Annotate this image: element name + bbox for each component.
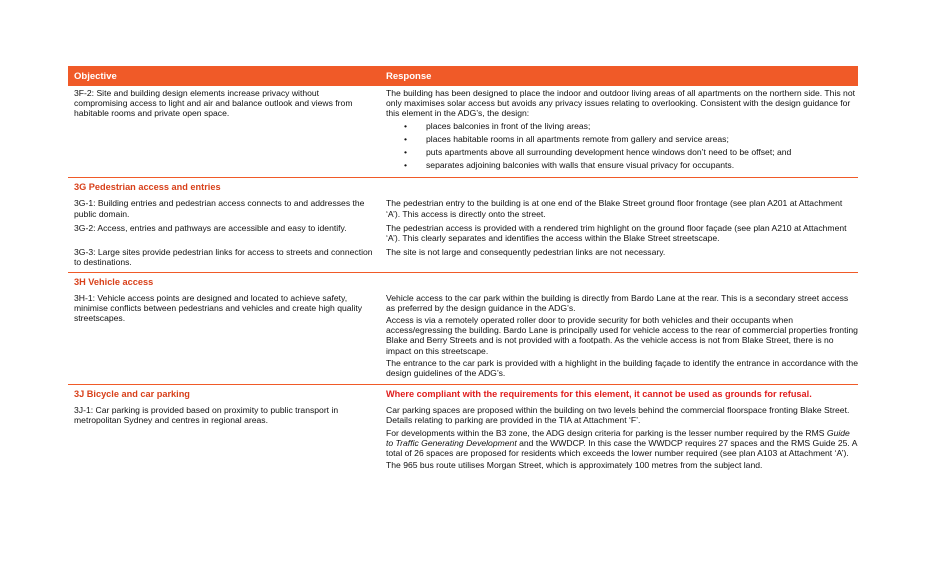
list-item: • places balconies in front of the living areas; xyxy=(416,121,858,131)
response-cell: The pedestrian entry to the building is at one end of the Blake Street ground floor frontage (see plan A201 at Attachment ‘A’). This access is directly onto the street. xyxy=(386,198,843,219)
guide-title: Guide to Traffic Generating Development xyxy=(386,427,850,448)
response-text-part: and the WWDCP. In this case the WWDCP requires 27 spaces and the RMS Guide 25. A total of 26 spaces are proposed for residents which exceeds the lower number required (see plan A103 at Attachment ‘A’). xyxy=(386,437,857,459)
response-text: The entrance to the car park is provided with a highlight in the building façade to identify the entrance in accordance with the design guidelines of the ADG’s. xyxy=(386,357,858,379)
response-cell xyxy=(373,291,858,383)
response-text: The building has been designed to place the indoor and outdoor living areas of all apartments on the northern side. This not only maximises solar access but avoids any privacy issues relating to overlooking. Consistent with the design guidance for this element in the ADG’s, the design: xyxy=(386,88,855,119)
objective-cell: 3G-1: Building entries and pedestrian access connects to and addresses the public domain. xyxy=(74,198,365,219)
section-title: 3J Bicycle and car parking xyxy=(74,389,190,400)
response-cell: The pedestrian access is provided with a rendered trim highlight on the ground floor façade (see plan A210 at Attachment ‘A’). This clearly separates and identifies the access within the Blake Street streetscape. xyxy=(386,222,847,244)
table-row xyxy=(68,196,858,220)
response-cell xyxy=(373,403,858,474)
response-text: Vehicle access to the car park within the building is directly from Bardo Lane at the rear. This is a secondary street access as preferred by the design guidance in the ADG’s. xyxy=(386,292,849,313)
objective-cell: 3H-1: Vehicle access points are designed and located to achieve safety, minimise conflicts between pedestrians and vehicles and create high quality streetscapes. xyxy=(74,292,363,324)
response-text-part: For developments within the B3 zone, the ADG design criteria for parking is the lesser number required by the RMS xyxy=(386,427,827,438)
objective-cell: 3J-1: Car parking is provided based on proximity to public transport in metropolitan Sydney and centres in regional areas. xyxy=(74,405,339,426)
header-objective: Objective xyxy=(74,70,117,82)
table-row xyxy=(68,221,858,245)
list-item: • places habitable rooms in all apartments remote from gallery and service areas; xyxy=(416,134,858,144)
response-text: The 965 bus route utilises Morgan Street, which is approximately 100 metres from the subject land. xyxy=(386,460,763,471)
response-cell: The site is not large and consequently pedestrian links are not necessary. xyxy=(386,247,666,258)
response-cell xyxy=(373,86,858,175)
objectives-table xyxy=(68,66,858,474)
table-row xyxy=(68,291,858,383)
response-text xyxy=(386,428,858,459)
objective-cell: 3G-3: Large sites provide pedestrian links for access to streets and connection to destinations. xyxy=(74,247,373,268)
objective-cell: 3F-2: Site and building design elements increase privacy without compromising access to light and air and balance outlook and views from habitable rooms and private open space. xyxy=(74,88,353,119)
response-text: Car parking spaces are proposed within the building on two levels behind the commercial floorspace fronting Blake Street. Details relating to parking are provided in the TIA at Attachment ‘F’. xyxy=(386,405,850,426)
table-row xyxy=(68,403,858,474)
bullet-list xyxy=(386,121,858,171)
table-header xyxy=(68,66,858,86)
section-heading-3g: 3G Pedestrian access and entries xyxy=(68,177,858,196)
compliance-note: Where compliant with the requirements for this element, it cannot be used as grounds for refusal. xyxy=(386,389,812,400)
response-text: Access is via a remotely operated roller door to provide security for both vehicles and their occupants when access/egressing the building. Bardo Lane is principally used for vehicle access to the rear of commercial properties fronting Blake and Berry Streets and is not provided with a footpath. As the vehicle access is not from Blake Street, there is no impact on this streetscape. xyxy=(386,315,858,356)
section-heading-3h: 3H Vehicle access xyxy=(68,272,858,291)
table-row xyxy=(68,245,858,269)
header-response: Response xyxy=(386,70,432,82)
table-row-3f2 xyxy=(68,86,858,175)
list-item: • separates adjoining balconies with walls that ensure visual privacy for occupants. xyxy=(416,160,858,170)
objective-cell: 3G-2: Access, entries and pathways are accessible and easy to identify. xyxy=(74,222,347,233)
section-heading-3j xyxy=(68,384,858,403)
list-item: • puts apartments above all surrounding development hence windows don’t need to be offset; and xyxy=(416,147,858,157)
